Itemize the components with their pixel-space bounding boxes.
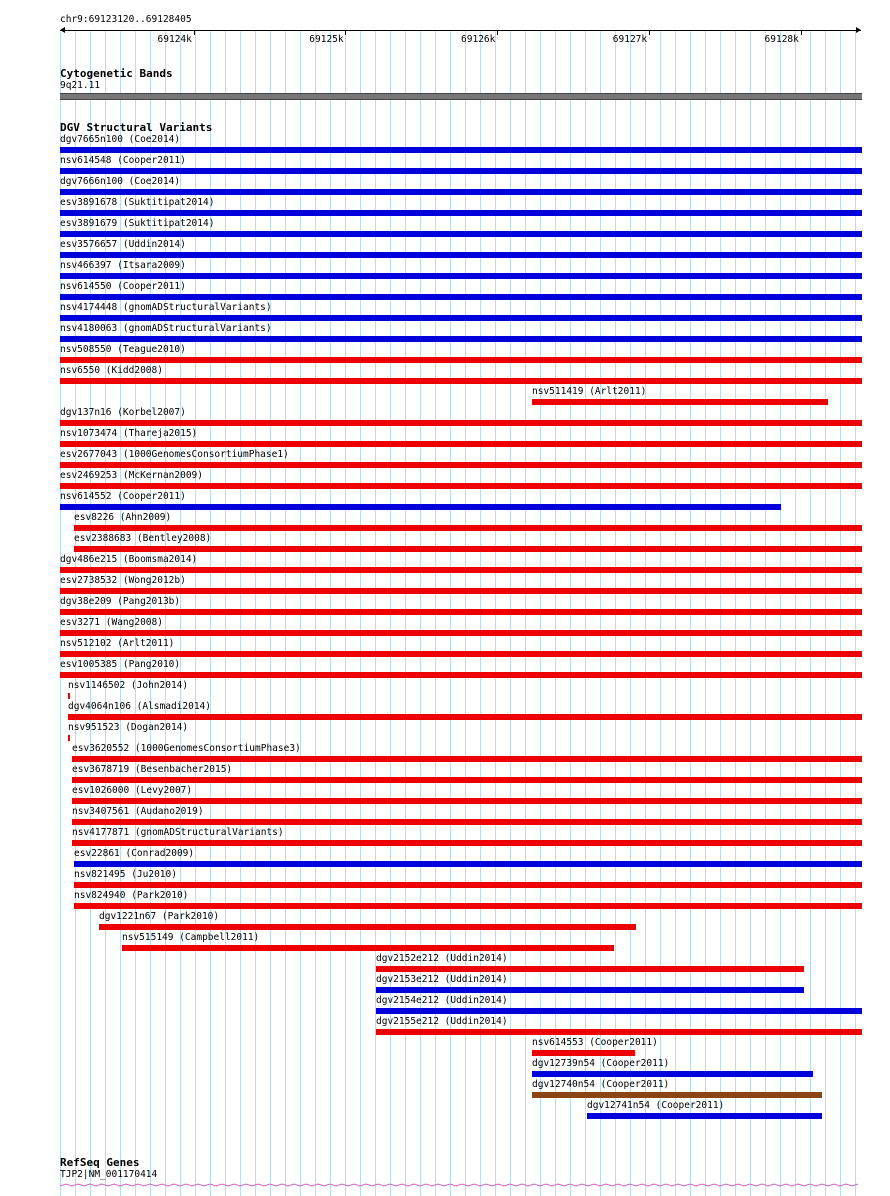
dgv-feature-bar[interactable]	[532, 1050, 635, 1056]
dgv-feature[interactable]	[0, 932, 890, 953]
refseq-gene-line[interactable]	[60, 1180, 862, 1190]
dgv-feature-bar[interactable]	[60, 273, 862, 279]
dgv-feature[interactable]	[0, 659, 890, 680]
dgv-feature[interactable]	[0, 491, 890, 512]
dgv-feature-label: esv8226 (Ahn2009)	[74, 512, 172, 523]
dgv-feature-label: nsv1073474 (Thareja2015)	[60, 428, 198, 439]
dgv-feature-label: nsv4177871 (gnomADStructuralVariants)	[72, 827, 284, 838]
dgv-feature-bar[interactable]	[74, 525, 862, 531]
dgv-feature-label: nsv821495 (Ju2010)	[74, 869, 177, 880]
dgv-feature[interactable]	[0, 680, 890, 701]
dgv-feature-label: dgv486e215 (Boomsma2014)	[60, 554, 198, 565]
dgv-feature[interactable]	[0, 722, 890, 743]
ruler-left-arrow	[60, 27, 65, 33]
dgv-feature-bar[interactable]	[60, 420, 862, 426]
dgv-feature-label: dgv137n16 (Korbel2007)	[60, 407, 186, 418]
dgv-feature[interactable]	[0, 176, 890, 197]
dgv-feature-label: dgv2155e212 (Uddin2014)	[376, 1016, 508, 1027]
dgv-feature-bar[interactable]	[74, 882, 862, 888]
dgv-feature-bar[interactable]	[60, 588, 862, 594]
dgv-feature-bar[interactable]	[60, 231, 862, 237]
dgv-feature-bar[interactable]	[72, 777, 862, 783]
dgv-feature-label: esv3576657 (Uddin2014)	[60, 239, 186, 250]
dgv-feature-label: dgv38e209 (Pang2013b)	[60, 596, 181, 607]
dgv-feature-bar[interactable]	[60, 189, 862, 195]
ruler-tick-label: 69126k	[461, 34, 496, 45]
dgv-feature-bar[interactable]	[74, 903, 862, 909]
ruler-tick-label: 69128k	[764, 34, 799, 45]
dgv-feature-bar[interactable]	[532, 1071, 813, 1077]
dgv-feature-bar[interactable]	[376, 987, 804, 993]
dgv-feature-bar[interactable]	[122, 945, 614, 951]
dgv-feature-bar[interactable]	[532, 1092, 822, 1098]
dgv-feature[interactable]	[0, 1058, 890, 1079]
ruler-tick-label: 69127k	[612, 34, 648, 45]
dgv-feature-label: nsv6550 (Kidd2008)	[60, 365, 163, 376]
dgv-feature-label: dgv2154e212 (Uddin2014)	[376, 995, 508, 1006]
dgv-feature[interactable]	[0, 134, 890, 155]
dgv-feature-label: dgv12739n54 (Cooper2011)	[532, 1058, 670, 1069]
cytoband-label: 9q21.11	[60, 80, 101, 91]
dgv-feature-label: dgv7665n100 (Coe2014)	[60, 134, 181, 145]
dgv-feature-label: nsv614552 (Cooper2011)	[60, 491, 186, 502]
dgv-feature-label: esv3678719 (Besenbacher2015)	[72, 764, 233, 775]
dgv-feature-label: esv2677043 (1000GenomesConsortiumPhase1)	[60, 449, 289, 460]
dgv-feature-label: esv1005385 (Pang2010)	[60, 659, 181, 670]
dgv-feature[interactable]	[0, 1079, 890, 1100]
dgv-feature-bar[interactable]	[60, 609, 862, 615]
ruler-right-arrow	[856, 27, 861, 33]
dgv-feature-bar[interactable]	[60, 357, 862, 363]
dgv-feature[interactable]	[0, 575, 890, 596]
dgv-feature[interactable]	[0, 197, 890, 218]
dgv-feature[interactable]	[0, 785, 890, 806]
dgv-feature-bar[interactable]	[60, 672, 862, 678]
dgv-feature-label: esv3891679 (Suktitipat2014)	[60, 218, 215, 229]
refseq-gene-label[interactable]: TJP2|NM_001170414	[60, 1169, 158, 1180]
dgv-feature-label: nsv466397 (Itsara2009)	[60, 260, 186, 271]
dgv-feature-label: nsv614548 (Cooper2011)	[60, 155, 186, 166]
dgv-feature[interactable]	[0, 743, 890, 764]
dgv-feature-bar[interactable]	[60, 651, 862, 657]
cytoband-bar[interactable]	[60, 93, 862, 100]
dgv-feature-label: nsv512102 (Arlt2011)	[60, 638, 175, 649]
ruler-range-label: chr9:69123120..69128405	[60, 14, 192, 25]
dgv-track-title: DGV Structural Variants	[60, 121, 213, 134]
dgv-feature[interactable]	[0, 239, 890, 260]
dgv-feature-label: dgv2152e212 (Uddin2014)	[376, 953, 508, 964]
ruler-tick-label: 69124k	[157, 34, 192, 45]
dgv-feature[interactable]	[0, 827, 890, 848]
dgv-feature[interactable]	[0, 764, 890, 785]
dgv-feature-label: dgv12740n54 (Cooper2011)	[532, 1079, 670, 1090]
dgv-feature[interactable]	[0, 638, 890, 659]
dgv-feature-bar[interactable]	[532, 399, 828, 405]
dgv-feature-bar[interactable]	[60, 168, 862, 174]
dgv-feature-bar[interactable]	[376, 966, 804, 972]
ruler-tick	[649, 30, 650, 35]
ruler-tick-label: 69125k	[309, 34, 344, 45]
dgv-feature-bar[interactable]	[376, 1008, 862, 1014]
dgv-feature-label: esv3271 (Wang2008)	[60, 617, 163, 628]
dgv-feature-label: nsv951523 (Dogan2014)	[68, 722, 189, 733]
dgv-feature[interactable]	[0, 554, 890, 575]
dgv-feature[interactable]	[0, 701, 890, 722]
dgv-feature-bar[interactable]	[68, 693, 70, 699]
dgv-feature[interactable]	[0, 512, 890, 533]
dgv-feature-bar[interactable]	[60, 210, 862, 216]
ruler-tick	[497, 30, 498, 35]
dgv-feature-label: esv22861 (Conrad2009)	[74, 848, 195, 859]
dgv-feature-bar[interactable]	[60, 630, 862, 636]
dgv-feature-bar[interactable]	[60, 147, 862, 153]
dgv-feature-label: nsv511419 (Arlt2011)	[532, 386, 647, 397]
dgv-feature-bar[interactable]	[587, 1113, 822, 1119]
dgv-feature[interactable]	[0, 974, 890, 995]
dgv-feature-bar[interactable]	[60, 378, 862, 384]
dgv-feature-label: nsv614550 (Cooper2011)	[60, 281, 186, 292]
dgv-feature[interactable]	[0, 848, 890, 869]
dgv-feature-label: esv3620552 (1000GenomesConsortiumPhase3)	[72, 743, 301, 754]
dgv-feature[interactable]	[0, 302, 890, 323]
dgv-feature-bar[interactable]	[72, 798, 862, 804]
ruler[interactable]	[0, 26, 890, 48]
dgv-feature[interactable]	[0, 407, 890, 428]
dgv-feature[interactable]	[0, 323, 890, 344]
dgv-feature-label: esv2469253 (McKernan2009)	[60, 470, 203, 481]
dgv-feature[interactable]	[0, 995, 890, 1016]
dgv-feature[interactable]	[0, 260, 890, 281]
dgv-feature-label: nsv515149 (Campbell2011)	[122, 932, 260, 943]
refseq-track-title: RefSeq Genes	[60, 1156, 140, 1169]
ruler-tick	[345, 30, 346, 35]
dgv-feature-label: dgv2153e212 (Uddin2014)	[376, 974, 508, 985]
dgv-feature[interactable]	[0, 365, 890, 386]
dgv-feature-bar[interactable]	[60, 336, 862, 342]
dgv-feature-label: esv3891678 (Suktitipat2014)	[60, 197, 215, 208]
dgv-feature-bar[interactable]	[60, 483, 862, 489]
dgv-feature-bar[interactable]	[60, 567, 862, 573]
dgv-feature[interactable]	[0, 344, 890, 365]
ruler-axis-line	[60, 30, 861, 31]
dgv-feature[interactable]	[0, 155, 890, 176]
dgv-feature-label: dgv4064n106 (Alsmadi2014)	[68, 701, 211, 712]
dgv-feature-label: dgv12741n54 (Cooper2011)	[587, 1100, 725, 1111]
dgv-feature[interactable]	[0, 386, 890, 407]
dgv-feature[interactable]	[0, 428, 890, 449]
dgv-feature-label: nsv4180063 (gnomADStructuralVariants)	[60, 323, 272, 334]
dgv-feature-label: dgv1221n67 (Park2010)	[99, 911, 220, 922]
dgv-feature-bar[interactable]	[376, 1029, 862, 1035]
dgv-feature[interactable]	[0, 533, 890, 554]
dgv-feature-bar[interactable]	[60, 441, 862, 447]
dgv-feature[interactable]	[0, 449, 890, 470]
dgv-feature[interactable]	[0, 911, 890, 932]
dgv-feature[interactable]	[0, 617, 890, 638]
dgv-feature[interactable]	[0, 1100, 890, 1121]
dgv-feature[interactable]	[0, 596, 890, 617]
dgv-feature-label: nsv4174448 (gnomADStructuralVariants)	[60, 302, 272, 313]
dgv-feature-bar[interactable]	[74, 861, 862, 867]
ruler-tick	[194, 30, 195, 35]
dgv-feature[interactable]	[0, 281, 890, 302]
dgv-feature[interactable]	[0, 953, 890, 974]
dgv-feature[interactable]	[0, 890, 890, 911]
dgv-feature-bar[interactable]	[72, 819, 862, 825]
dgv-feature-label: nsv3407561 (Audano2019)	[72, 806, 204, 817]
cytoband-track-title: Cytogenetic Bands	[60, 67, 173, 80]
dgv-feature[interactable]	[0, 1016, 890, 1037]
dgv-feature[interactable]	[0, 869, 890, 890]
dgv-feature-label: nsv614553 (Cooper2011)	[532, 1037, 658, 1048]
dgv-feature-bar[interactable]	[60, 294, 862, 300]
dgv-feature-label: nsv824940 (Park2010)	[74, 890, 189, 901]
dgv-feature-bar[interactable]	[60, 315, 862, 321]
ruler-tick	[801, 30, 802, 35]
refseq-intron-line	[60, 1184, 858, 1186]
dgv-feature-bar[interactable]	[72, 756, 862, 762]
dgv-feature-label: esv1026000 (Levy2007)	[72, 785, 193, 796]
dgv-feature-label: dgv7666n100 (Coe2014)	[60, 176, 181, 187]
dgv-feature-bar[interactable]	[72, 840, 862, 846]
dgv-feature-bar[interactable]	[60, 504, 781, 510]
dgv-feature-bar[interactable]	[99, 924, 636, 930]
dgv-feature[interactable]	[0, 218, 890, 239]
dgv-feature[interactable]	[0, 806, 890, 827]
dgv-feature[interactable]	[0, 1037, 890, 1058]
dgv-feature-bar[interactable]	[60, 252, 862, 258]
dgv-feature[interactable]	[0, 470, 890, 491]
dgv-feature-bar[interactable]	[68, 735, 70, 741]
dgv-feature-bar[interactable]	[74, 546, 862, 552]
dgv-feature-label: nsv1146502 (John2014)	[68, 680, 189, 691]
dgv-feature-label: nsv508550 (Teague2010)	[60, 344, 186, 355]
dgv-feature-bar[interactable]	[68, 714, 862, 720]
dgv-feature-bar[interactable]	[60, 462, 862, 468]
dgv-feature-label: esv2388683 (Bentley2008)	[74, 533, 212, 544]
dgv-feature-label: esv2738532 (Wong2012b)	[60, 575, 186, 586]
